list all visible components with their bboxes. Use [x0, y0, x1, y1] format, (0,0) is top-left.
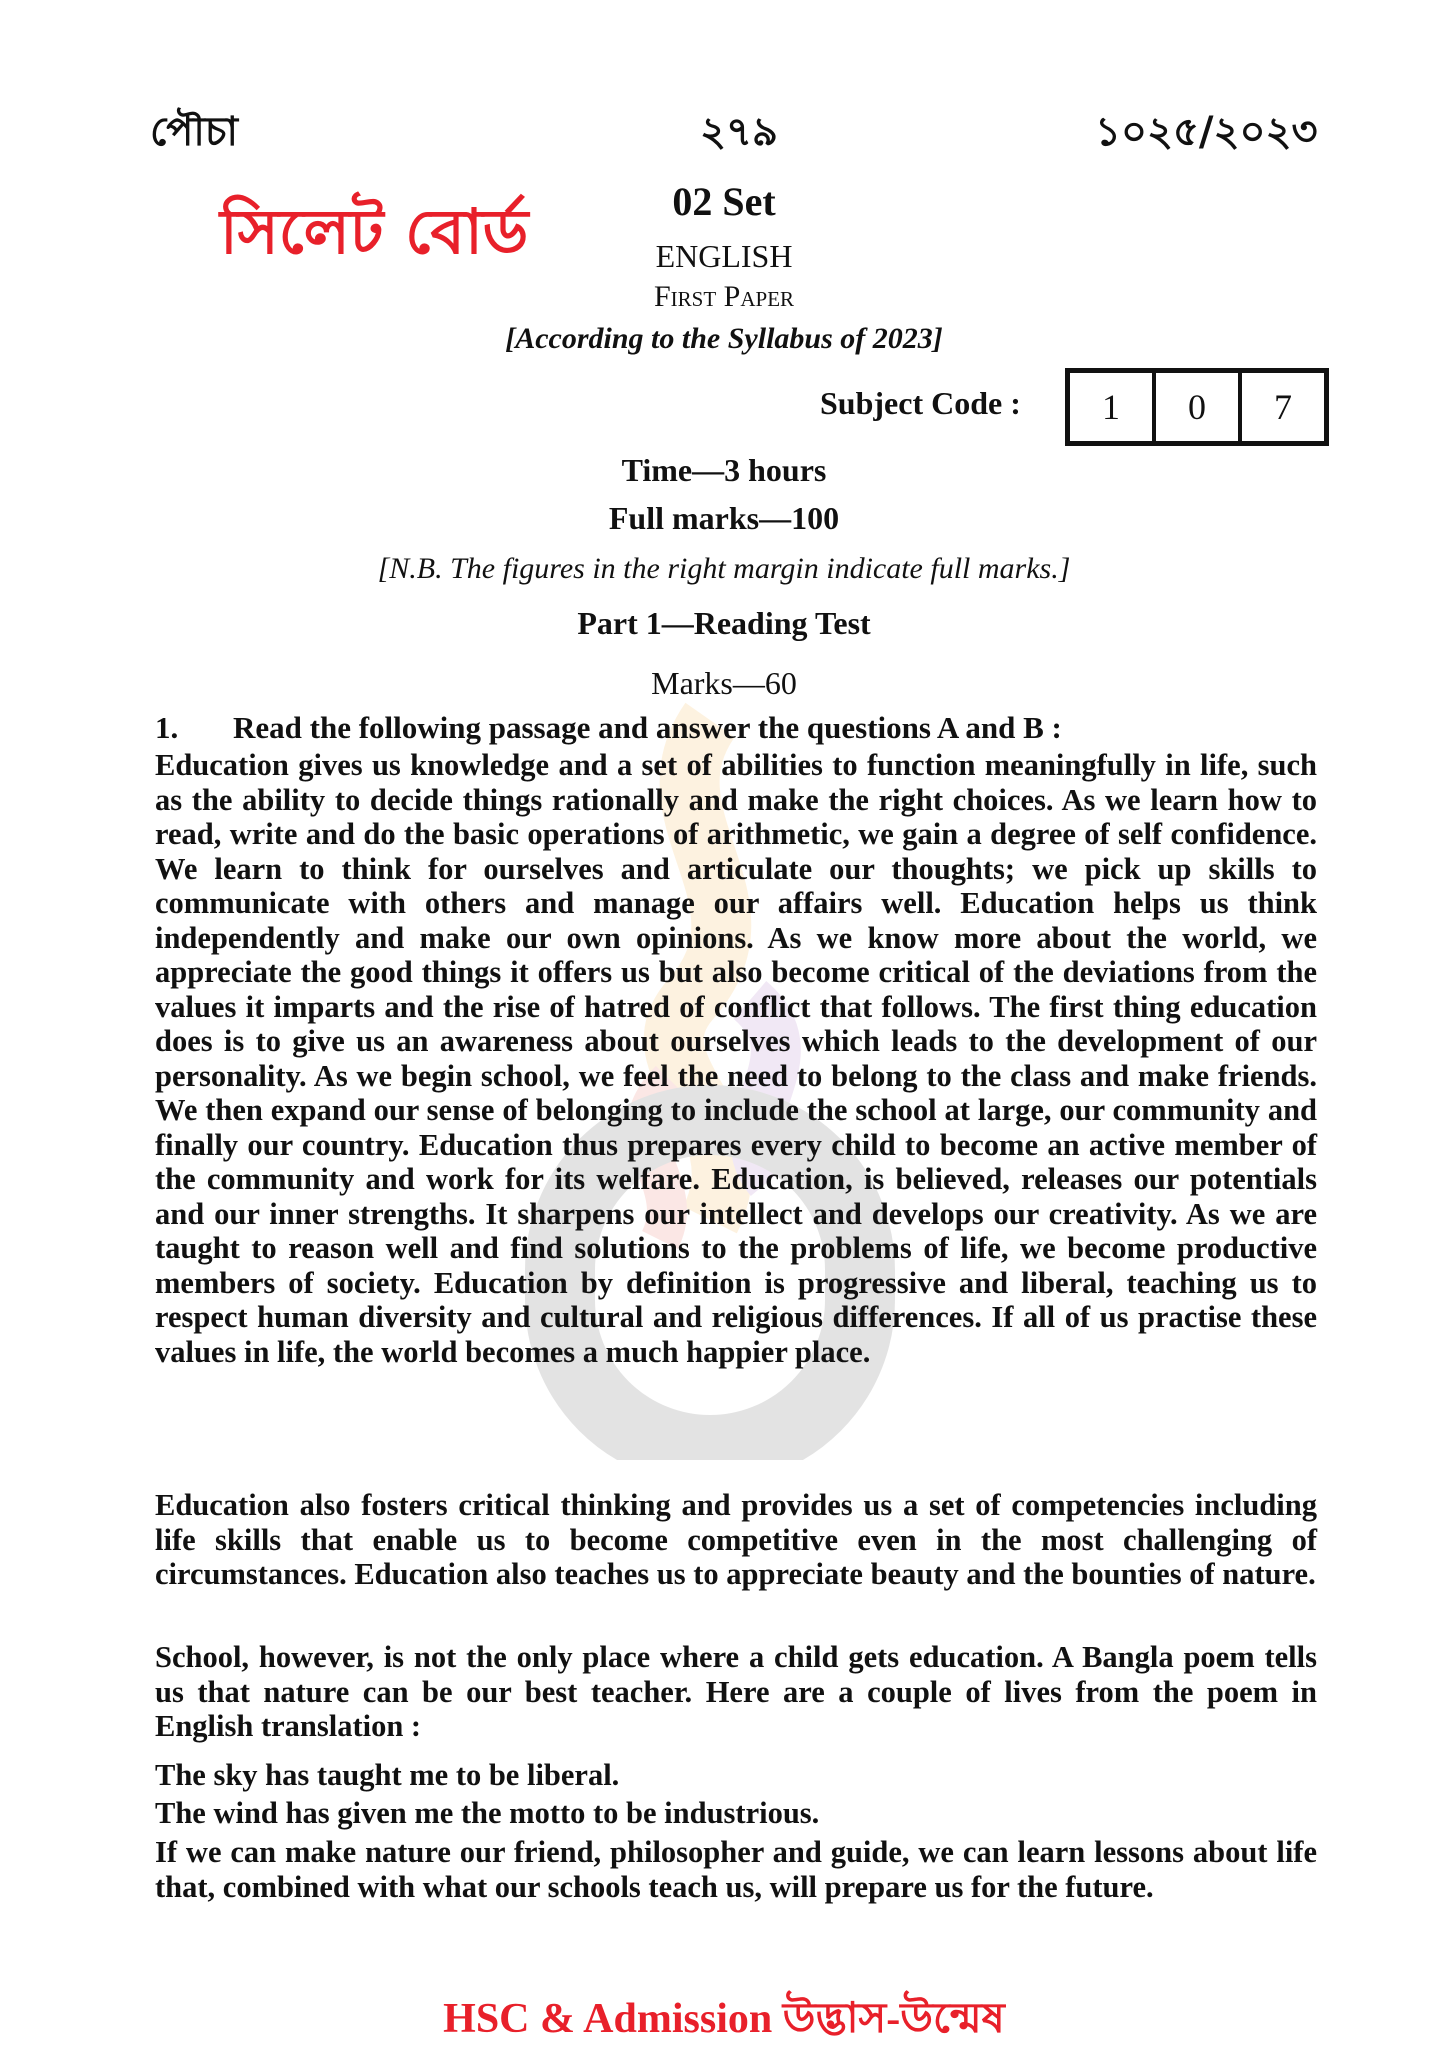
header-left: পৌচা [150, 109, 239, 155]
subject-code-box [1065, 368, 1329, 446]
poem-line-2: The wind has given me the motto to be industrious. [155, 1796, 820, 1830]
poem-line-1: The sky has taught me to be liberal. [155, 1758, 620, 1792]
subject-code-label: Subject Code : [820, 385, 1021, 421]
board-label: সিলেট বোর্ড [220, 195, 529, 268]
question-number: 1. [155, 710, 179, 745]
set-label: 02 Set [672, 179, 776, 224]
passage-paragraph-4: If we can make nature our friend, philosopher and guide, we can learn lessons about life that, combined with what our schools teach us, will prepare us for the future. [155, 1835, 1317, 1904]
subject-code-digit: 7 [1274, 387, 1292, 427]
question-instruction: Read the following passage and answer the questions A and B : [233, 710, 1062, 745]
full-marks: Full marks—100 [608, 500, 840, 536]
passage-paragraph-2: Education also fosters critical thinking and provides us a set of competencies including life skills that enable us to become competitive even in the most challenging of circumstances. Education also teaches us to appreciate beauty and the bounties of nature. [155, 1488, 1317, 1591]
subject-title: ENGLISH [655, 238, 793, 274]
question-1 [155, 710, 1062, 746]
subject-code-digit: 0 [1156, 373, 1242, 441]
passage-paragraph-3: School, however, is not the only place where a child gets education. A Bangla poem tells us that nature can be our best teacher. Here are a couple of lives from the poem in English translation : [155, 1640, 1317, 1743]
header-code: ১০২৫/২০২৩ [1095, 109, 1318, 155]
syllabus-note: [According to the Syllabus of 2023] [505, 322, 943, 355]
footer-branding: HSC & Admission উদ্ভাস-উন্মেষ [443, 1996, 1005, 2042]
subject-code-digit: 1 [1070, 373, 1156, 441]
paper-title: First Paper [653, 280, 795, 313]
part-marks: Marks—60 [651, 665, 797, 701]
page-number: ২৭৯ [700, 109, 778, 155]
passage-paragraph-1: Education gives us knowledge and a set of abilities to function meaningfully in life, such as the ability to decide things rationally and make the right choices. As we learn how to read, write and do the basic operations of arithmetic, we gain a degree of self confidence. We learn to think for ourselves and articulate our thoughts; we pick up skills to communicate with others and manage our affairs well. Education helps us think independently and make our own opinions. As we know more about the world, we appreciate the good things it offers us but also become critical of the deviations from the values it imparts and the rise of hatred of conflict that follows. The first thing education does is to give us an awareness about ourselves which leads to the development of our personality. As we begin school, we feel the need to belong to the class and make friends. We then expand our sense of belonging to include the school at large, our community and finally our country. Education thus prepares every child to become an active member of the community and work for its welfare. Education, is believed, releases our potentials and our inner strengths. It sharpens our intellect and develops our creativity. As we are taught to reason well and find solutions to the problems of life, we become productive members of society. Education by definition is progressive and liberal, teaching us to respect human diversity and cultural and religious differences. If all of us practise these values in life, the world becomes a much happier place. [155, 748, 1317, 1369]
marks-note: [N.B. The figures in the right margin indicate full marks.] [377, 552, 1071, 585]
part-heading: Part 1—Reading Test [577, 605, 871, 641]
time-limit: Time—3 hours [621, 452, 827, 488]
